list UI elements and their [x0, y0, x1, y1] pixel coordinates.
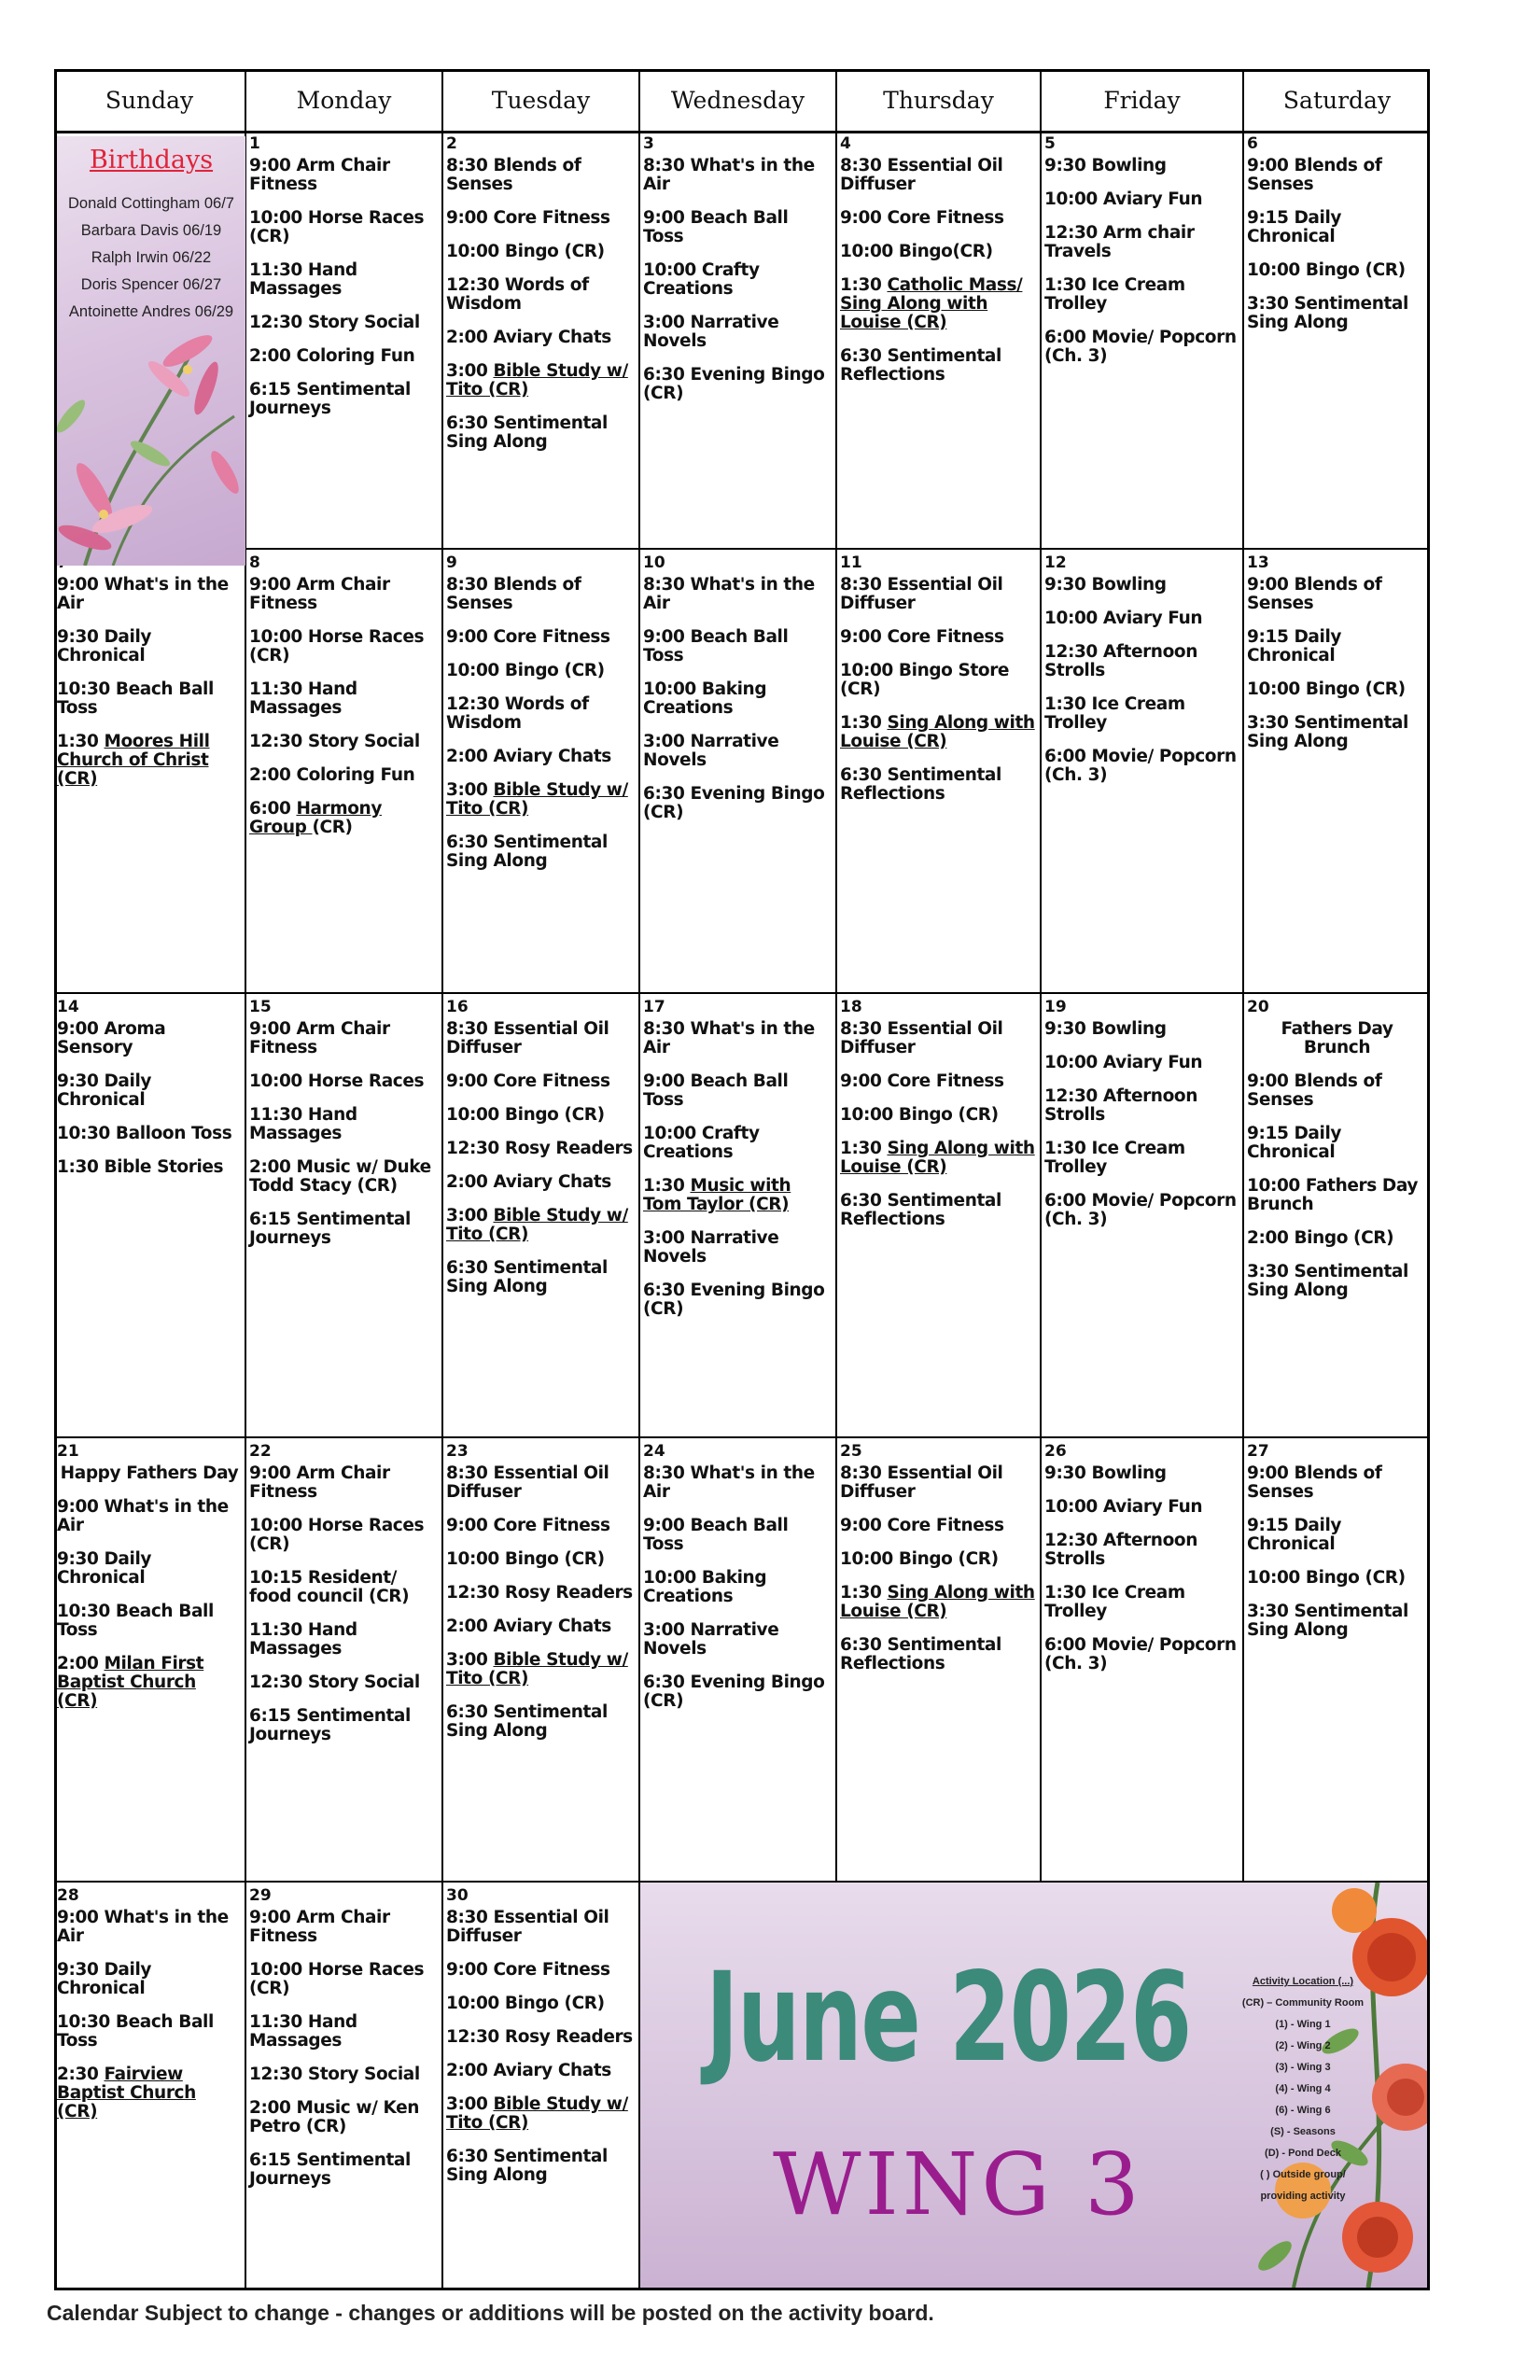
- activity-item: [249, 800, 439, 837]
- activity-item: 6:15 Sentimental Journeys: [249, 1210, 411, 1248]
- footer-note: Calendar Subject to change - changes or additions will be posted on the activity board.: [47, 2301, 934, 2325]
- activity-outside-group: Catholic Mass/ Sing Along with Louise (CR): [840, 275, 1023, 332]
- activity-item: 8:30 Blends of Senses: [446, 575, 581, 613]
- activity-item: 9:15 Daily Chronical: [1247, 1516, 1342, 1554]
- day-number: 30: [446, 1886, 469, 1905]
- day-number: 20: [1247, 998, 1269, 1016]
- birthday-entry: Donald Cottingham 06/7: [68, 195, 234, 212]
- activity-item: 1:30 Ice Cream Trolley: [1044, 1583, 1185, 1621]
- activity-item: 6:30 Evening Bingo (CR): [643, 365, 825, 403]
- day-cell: [246, 131, 443, 550]
- activity-item: 6:00 Movie/ Popcorn (Ch. 3): [1044, 747, 1237, 785]
- activity-item: 9:15 Daily Chronical: [1247, 208, 1342, 246]
- weekday-header: Tuesday: [443, 69, 640, 131]
- weekday-header: Sunday: [54, 69, 246, 131]
- activity-item: 10:00 Bingo (CR): [1247, 260, 1406, 280]
- legend-item: (S) - Seasons: [1270, 2126, 1336, 2137]
- activity-item: [446, 362, 636, 399]
- day-cell: [443, 131, 640, 550]
- day-number: 11: [840, 553, 862, 572]
- activity-item: 2:00 Coloring Fun: [249, 765, 415, 785]
- activity-item: 12:30 Afternoon Strolls: [1044, 1086, 1197, 1125]
- activity-time: 1:30: [643, 1176, 691, 1196]
- activity-item: 10:00 Bingo (CR): [446, 661, 605, 680]
- day-number: 14: [57, 998, 79, 1016]
- activity-item: 6:30 Sentimental Reflections: [840, 346, 1001, 385]
- activity-item: 9:30 Daily Chronical: [57, 1071, 152, 1110]
- activity-item: 9:15 Daily Chronical: [1247, 627, 1342, 665]
- activity-item: 9:00 Beach Ball Toss: [643, 1516, 789, 1554]
- activity-item: 9:00 Arm Chair Fitness: [249, 1463, 390, 1502]
- day-cell: [54, 550, 246, 994]
- day-number: 21: [57, 1442, 79, 1461]
- activity-item: 10:00 Fathers Day Brunch: [1247, 1176, 1419, 1214]
- activity-item: 12:30 Rosy Readers: [446, 1583, 633, 1603]
- activity-item: 9:00 Arm Chair Fitness: [249, 575, 390, 613]
- activity-time: 1:30: [840, 275, 888, 295]
- activity-outside-group: Harmony Group: [249, 799, 382, 837]
- day-number: 16: [446, 998, 469, 1016]
- birthdays-title: Birthdays: [89, 146, 214, 175]
- activity-item: 9:00 What's in the Air: [57, 1908, 229, 1946]
- activity-item: 10:30 Beach Ball Toss: [57, 2012, 214, 2051]
- weekday-header: Monday: [246, 69, 443, 131]
- activity-item: 6:30 Sentimental Sing Along: [446, 1258, 608, 1296]
- activity-item: 2:00 Coloring Fun: [249, 346, 415, 366]
- activity-item: 9:00 Arm Chair Fitness: [249, 156, 390, 194]
- activity-item: 10:30 Balloon Toss: [57, 1124, 232, 1143]
- activity-item: 10:00 Baking Creations: [643, 679, 767, 718]
- activity-outside-group: Moores Hill Church of Christ (CR): [57, 732, 210, 789]
- activity-item: [643, 1177, 833, 1214]
- activity-item: 9:00 Core Fitness: [446, 627, 610, 647]
- day-number: 27: [1247, 1442, 1269, 1461]
- day-number: 10: [643, 553, 665, 572]
- day-cell: [1244, 131, 1430, 550]
- activity-item: 6:30 Sentimental Sing Along: [446, 1702, 608, 1741]
- activity-item: 10:00 Aviary Fun: [1044, 1053, 1203, 1072]
- activity-time: 3:00: [446, 1650, 494, 1670]
- day-number: 19: [1044, 998, 1067, 1016]
- day-number: 22: [249, 1442, 272, 1461]
- activity-time: 3:00: [446, 1206, 494, 1225]
- day-cell: [443, 994, 640, 1438]
- activity-item: 6:00 Movie/ Popcorn (Ch. 3): [1044, 1635, 1237, 1673]
- activity-item: 10:00 Horse Races (CR): [249, 1516, 425, 1554]
- activity-item: 6:30 Evening Bingo (CR): [643, 1673, 825, 1711]
- activity-item: 12:30 Rosy Readers: [446, 2027, 633, 2047]
- legend-item: (CR) – Community Room: [1241, 1997, 1365, 2009]
- activity-item: Happy Fathers Day: [60, 1463, 239, 1483]
- day-number: 24: [643, 1442, 665, 1461]
- activity-item: 11:30 Hand Massages: [249, 679, 357, 718]
- activity-item: 6:30 Sentimental Reflections: [840, 1191, 1001, 1229]
- activity-item: 12:30 Arm chair Travels: [1044, 223, 1195, 261]
- day-cell: [443, 1438, 640, 1883]
- activity-item: 9:00 Arm Chair Fitness: [249, 1908, 390, 1946]
- activity-item: 6:30 Sentimental Sing Along: [446, 2147, 608, 2185]
- activity-item: 9:00 Blends of Senses: [1247, 575, 1382, 613]
- activity-item: [840, 1584, 1037, 1621]
- birthday-entry: Ralph Irwin 06/22: [91, 249, 212, 266]
- legend-item: (6) - Wing 6: [1275, 2105, 1331, 2116]
- activity-item: 9:30 Daily Chronical: [57, 1549, 152, 1588]
- day-cell: [246, 1438, 443, 1883]
- activity-item: 9:00 Arm Chair Fitness: [249, 1019, 390, 1057]
- activity-item: [840, 276, 1037, 332]
- activity-item: 1:30 Ice Cream Trolley: [1044, 694, 1185, 733]
- activity-item: 8:30 Essential Oil Diffuser: [446, 1908, 609, 1946]
- day-cell: [1042, 994, 1244, 1438]
- activity-item: 9:00 Core Fitness: [446, 1960, 610, 1980]
- activity-item: 6:30 Sentimental Reflections: [840, 765, 1001, 804]
- activity-item: [57, 733, 242, 789]
- calendar-grid: [54, 69, 1430, 2290]
- activity-item: 8:30 Essential Oil Diffuser: [840, 1463, 1003, 1502]
- weekday-header: Thursday: [837, 69, 1042, 131]
- activity-item: [446, 2095, 636, 2133]
- activity-item: [57, 1655, 242, 1711]
- wing-title: WING 3: [773, 2135, 1143, 2234]
- day-cell: [837, 550, 1042, 994]
- activity-item: 8:30 What's in the Air: [643, 575, 815, 613]
- activity-item: 12:30 Afternoon Strolls: [1044, 642, 1197, 680]
- day-number: 15: [249, 998, 272, 1016]
- activity-item: [840, 1140, 1037, 1177]
- day-number: 5: [1044, 134, 1056, 153]
- day-number: 26: [1044, 1442, 1067, 1461]
- day-cell: [246, 994, 443, 1438]
- activity-time: 6:00: [249, 799, 297, 819]
- activity-item: 10:00 Bingo (CR): [840, 1549, 999, 1569]
- activity-item: 10:00 Horse Races: [249, 1071, 425, 1091]
- weekday-header: Friday: [1042, 69, 1244, 131]
- activity-item: 9:00 Blends of Senses: [1247, 156, 1382, 194]
- day-number: 1: [249, 134, 260, 153]
- activity-item: 12:30 Story Social: [249, 313, 420, 332]
- activity-item: 8:30 What's in the Air: [643, 1019, 815, 1057]
- activity-item: 10:00 Horse Races (CR): [249, 208, 425, 246]
- activity-item: 9:30 Bowling: [1044, 1463, 1167, 1483]
- day-cell: [443, 550, 640, 994]
- activity-item: 11:30 Hand Massages: [249, 1105, 357, 1143]
- day-cell: [1042, 131, 1244, 550]
- activity-item: 10:00 Horse Races (CR): [249, 627, 425, 665]
- activity-time: 1:30: [57, 732, 105, 751]
- activity-item: 8:30 What's in the Air: [643, 1463, 815, 1502]
- day-number: 18: [840, 998, 862, 1016]
- activity-item: 10:00 Bingo Store (CR): [840, 661, 1010, 699]
- activity-item: 10:00 Bingo (CR): [1247, 1568, 1406, 1588]
- legend-item: (2) - Wing 2: [1275, 2040, 1331, 2051]
- day-cell: [640, 131, 837, 550]
- activity-item: 2:00 Bingo (CR): [1247, 1228, 1394, 1248]
- activity-outside-group: Milan First Baptist Church (CR): [57, 1654, 204, 1711]
- activity-item: 2:00 Aviary Chats: [446, 1617, 611, 1636]
- weekday-header: Saturday: [1282, 86, 1392, 114]
- activity-item: 9:00 Core Fitness: [840, 1071, 1004, 1091]
- activity-item: 6:15 Sentimental Journeys: [249, 2150, 411, 2189]
- activity-item: 10:30 Beach Ball Toss: [57, 1602, 214, 1640]
- activity-item: 9:00 Core Fitness: [840, 627, 1004, 647]
- activity-item: 10:15 Resident/ food council (CR): [249, 1568, 410, 1606]
- activity-item: 9:00 Core Fitness: [840, 208, 1004, 228]
- activity-item: 9:30 Daily Chronical: [57, 1960, 152, 1998]
- activity-item: 12:30 Rosy Readers: [446, 1139, 633, 1158]
- day-cell: [1042, 550, 1244, 994]
- day-number: 25: [840, 1442, 862, 1461]
- activity-time: 3:00: [446, 780, 494, 800]
- day-number: 4: [840, 134, 851, 153]
- activity-item: 10:00 Aviary Fun: [1044, 189, 1203, 209]
- activity-item: 3:30 Sentimental Sing Along: [1247, 294, 1408, 332]
- legend-item: (1) - Wing 1: [1275, 2019, 1331, 2030]
- activity-outside-group: Sing Along with Louise (CR): [840, 713, 1035, 751]
- activity-location: (CR): [312, 818, 353, 837]
- activity-item: 3:00 Narrative Novels: [643, 313, 779, 351]
- day-cell: [246, 550, 443, 994]
- activity-item: 12:30 Afternoon Strolls: [1044, 1531, 1197, 1569]
- activity-item: 10:00 Aviary Fun: [1044, 1497, 1203, 1517]
- activity-item: 10:00 Bingo (CR): [446, 1549, 605, 1569]
- activity-item: [446, 1207, 636, 1244]
- activity-item: 10:00 Bingo (CR): [1247, 679, 1406, 699]
- activity-item: [446, 781, 636, 819]
- day-number: 13: [1247, 553, 1269, 572]
- activity-item: [840, 714, 1037, 751]
- birthday-entry: Antoinette Andres 06/29: [68, 303, 234, 320]
- activity-item: 10:00 Crafty Creations: [643, 260, 760, 299]
- activity-item: 2:00 Aviary Chats: [446, 328, 611, 347]
- activity-item: 10:30 Beach Ball Toss: [57, 679, 214, 718]
- activity-outside-group: Sing Along with Louise (CR): [840, 1139, 1035, 1177]
- activity-outside-group: Sing Along with Louise (CR): [840, 1583, 1035, 1621]
- day-cell: [54, 1883, 246, 2290]
- activity-item: 3:30 Sentimental Sing Along: [1247, 713, 1408, 751]
- activity-item: 1:30 Bible Stories: [57, 1157, 224, 1177]
- birthday-entry: Doris Spencer 06/27: [80, 276, 222, 293]
- activity-item: 9:30 Bowling: [1044, 156, 1167, 175]
- weekday-header: Wednesday: [640, 69, 837, 131]
- day-number: 3: [643, 134, 654, 153]
- birthday-entry: Barbara Davis 06/19: [80, 222, 222, 239]
- activity-item: 10:00 Bingo (CR): [446, 1105, 605, 1125]
- activity-item: 1:30 Ice Cream Trolley: [1044, 275, 1185, 314]
- day-cell: [837, 1438, 1042, 1883]
- activity-item: 9:00 Beach Ball Toss: [643, 1071, 789, 1110]
- day-cell: [837, 131, 1042, 550]
- activity-item: 9:00 Blends of Senses: [1247, 1463, 1382, 1502]
- legend-item: (D) - Pond Deck: [1265, 2148, 1341, 2159]
- day-number: 2: [446, 134, 457, 153]
- activity-item: 8:30 Essential Oil Diffuser: [446, 1019, 609, 1057]
- activity-item: 9:00 What's in the Air: [57, 575, 229, 613]
- activity-outside-group: Bible Study w/ Tito (CR): [446, 2094, 628, 2133]
- day-number: 6: [1247, 134, 1258, 153]
- day-cell: [246, 1883, 443, 2290]
- activity-outside-group: Bible Study w/ Tito (CR): [446, 1206, 628, 1244]
- activity-item: [57, 2065, 242, 2121]
- activity-item: 10:00 Aviary Fun: [1044, 609, 1203, 628]
- activity-item: 10:00 Bingo(CR): [840, 242, 993, 261]
- activity-item: 8:30 What's in the Air: [643, 156, 815, 194]
- activity-item: 9:00 Core Fitness: [446, 208, 610, 228]
- activity-item: 3:30 Sentimental Sing Along: [1247, 1602, 1408, 1640]
- activity-item: 10:00 Baking Creations: [643, 1568, 767, 1606]
- activity-item: 3:30 Sentimental Sing Along: [1247, 1262, 1408, 1300]
- day-cell: [54, 994, 246, 1438]
- day-number: 28: [57, 1886, 79, 1905]
- legend-item: (4) - Wing 4: [1275, 2083, 1331, 2094]
- activity-item: 1:30 Ice Cream Trolley: [1044, 1139, 1185, 1177]
- activity-item: 10:00 Bingo (CR): [446, 242, 605, 261]
- day-cell: [837, 994, 1042, 1438]
- day-cell: [443, 1883, 640, 2290]
- day-cell: [640, 994, 837, 1438]
- activity-time: 2:30: [57, 2065, 105, 2084]
- day-cell: [1244, 1438, 1430, 1883]
- activity-item: 12:30 Story Social: [249, 2065, 420, 2084]
- legend-item: ( ) Outside group/ providing activity: [1260, 2169, 1346, 2202]
- legend-item: (3) - Wing 3: [1275, 2062, 1331, 2073]
- activity-time: 1:30: [840, 1583, 888, 1603]
- activity-item: 3:00 Narrative Novels: [643, 1620, 779, 1659]
- activity-item: 6:15 Sentimental Journeys: [249, 1706, 411, 1744]
- activity-item: 11:30 Hand Massages: [249, 260, 357, 299]
- activity-outside-group: Music with Tom Taylor (CR): [643, 1176, 791, 1214]
- activity-item: 2:00 Aviary Chats: [446, 2061, 611, 2080]
- day-cell: [54, 1438, 246, 1883]
- activity-item: 6:00 Movie/ Popcorn (Ch. 3): [1044, 1191, 1237, 1229]
- activity-item: 10:00 Bingo (CR): [446, 1994, 605, 2013]
- activity-item: 11:30 Hand Massages: [249, 2012, 357, 2051]
- day-cell: [1244, 550, 1430, 994]
- birthdays-panel: [57, 136, 245, 566]
- activity-time: 3:00: [446, 2094, 494, 2114]
- activity-item: 8:30 Essential Oil Diffuser: [840, 1019, 1003, 1057]
- activity-item: 9:30 Daily Chronical: [57, 627, 152, 665]
- day-number: 8: [249, 553, 260, 572]
- activity-item: 6:30 Sentimental Sing Along: [446, 833, 608, 871]
- legend-title: Activity Location (...): [1252, 1976, 1354, 1987]
- activity-item: 9:00 Core Fitness: [446, 1516, 610, 1535]
- activity-item: 3:00 Narrative Novels: [643, 1228, 779, 1267]
- activity-item: 6:30 Evening Bingo (CR): [643, 1281, 825, 1319]
- activity-item: 9:00 Beach Ball Toss: [643, 208, 789, 246]
- month-title: June 2026: [706, 1946, 1191, 2090]
- activity-item: 12:30 Words of Wisdom: [446, 694, 589, 733]
- activity-item: 8:30 Essential Oil Diffuser: [446, 1463, 609, 1502]
- activity-item: 9:00 Beach Ball Toss: [643, 627, 789, 665]
- activity-item: 6:15 Sentimental Journeys: [249, 380, 411, 418]
- activity-item: 8:30 Essential Oil Diffuser: [840, 575, 1003, 613]
- day-number: 23: [446, 1442, 469, 1461]
- activity-item: 12:30 Story Social: [249, 1673, 420, 1692]
- day-number: 12: [1044, 553, 1067, 572]
- activity-outside-group: Fairview Baptist Church (CR): [57, 2065, 196, 2121]
- activity-item: 2:00 Aviary Chats: [446, 747, 611, 766]
- activity-time: 2:00: [57, 1654, 105, 1673]
- activity-time: 3:00: [446, 361, 494, 381]
- day-cell: [1244, 994, 1430, 1438]
- day-number: 29: [249, 1886, 272, 1905]
- activity-item: 9:00 What's in the Air: [57, 1497, 229, 1535]
- activity-item: 6:30 Sentimental Reflections: [840, 1635, 1001, 1673]
- activity-item: 9:00 Aroma Sensory: [57, 1019, 166, 1057]
- day-number: 17: [643, 998, 665, 1016]
- activity-item: 9:30 Bowling: [1044, 1019, 1167, 1039]
- activity-item: 6:00 Movie/ Popcorn (Ch. 3): [1044, 328, 1237, 366]
- activity-time: 1:30: [840, 1139, 888, 1158]
- day-cell: [1042, 1438, 1244, 1883]
- activity-item: 12:30 Story Social: [249, 732, 420, 751]
- activity-item: 2:00 Aviary Chats: [446, 1172, 611, 1192]
- activity-item: 8:30 Essential Oil Diffuser: [840, 156, 1003, 194]
- activity-item: 9:00 Core Fitness: [840, 1516, 1004, 1535]
- activity-outside-group: Bible Study w/ Tito (CR): [446, 1650, 628, 1688]
- activity-item: 11:30 Hand Massages: [249, 1620, 357, 1659]
- activity-outside-group: Bible Study w/ Tito (CR): [446, 361, 628, 399]
- activity-item: 12:30 Words of Wisdom: [446, 275, 589, 314]
- day-number: 9: [446, 553, 457, 572]
- location-legend: [1238, 1971, 1368, 2207]
- activity-time: 1:30: [840, 713, 888, 733]
- activity-item: 10:00 Bingo (CR): [840, 1105, 999, 1125]
- activity-item: 9:30 Bowling: [1044, 575, 1167, 595]
- day-cell: [640, 550, 837, 994]
- activity-item: 8:30 Blends of Senses: [446, 156, 581, 194]
- activity-item: [446, 1651, 636, 1688]
- activity-item: 9:00 Core Fitness: [446, 1071, 610, 1091]
- activity-item: 2:00 Music w/ Duke Todd Stacy (CR): [249, 1157, 431, 1196]
- activity-item: 6:30 Evening Bingo (CR): [643, 784, 825, 822]
- activity-item: 10:00 Crafty Creations: [643, 1124, 760, 1162]
- activity-item: 9:00 Blends of Senses: [1247, 1071, 1382, 1110]
- activity-item: 9:15 Daily Chronical: [1247, 1124, 1342, 1162]
- activity-item: 6:30 Sentimental Sing Along: [446, 413, 608, 452]
- activity-outside-group: Bible Study w/ Tito (CR): [446, 780, 628, 819]
- day-cell: [640, 1438, 837, 1883]
- activity-item: Fathers Day Brunch: [1281, 1019, 1393, 1057]
- activity-item: 2:00 Music w/ Ken Petro (CR): [249, 2098, 420, 2136]
- activity-item: 3:00 Narrative Novels: [643, 732, 779, 770]
- birthdays-list: [57, 190, 245, 326]
- activity-item: 10:00 Horse Races (CR): [249, 1960, 425, 1998]
- month-banner: [640, 1883, 1427, 2288]
